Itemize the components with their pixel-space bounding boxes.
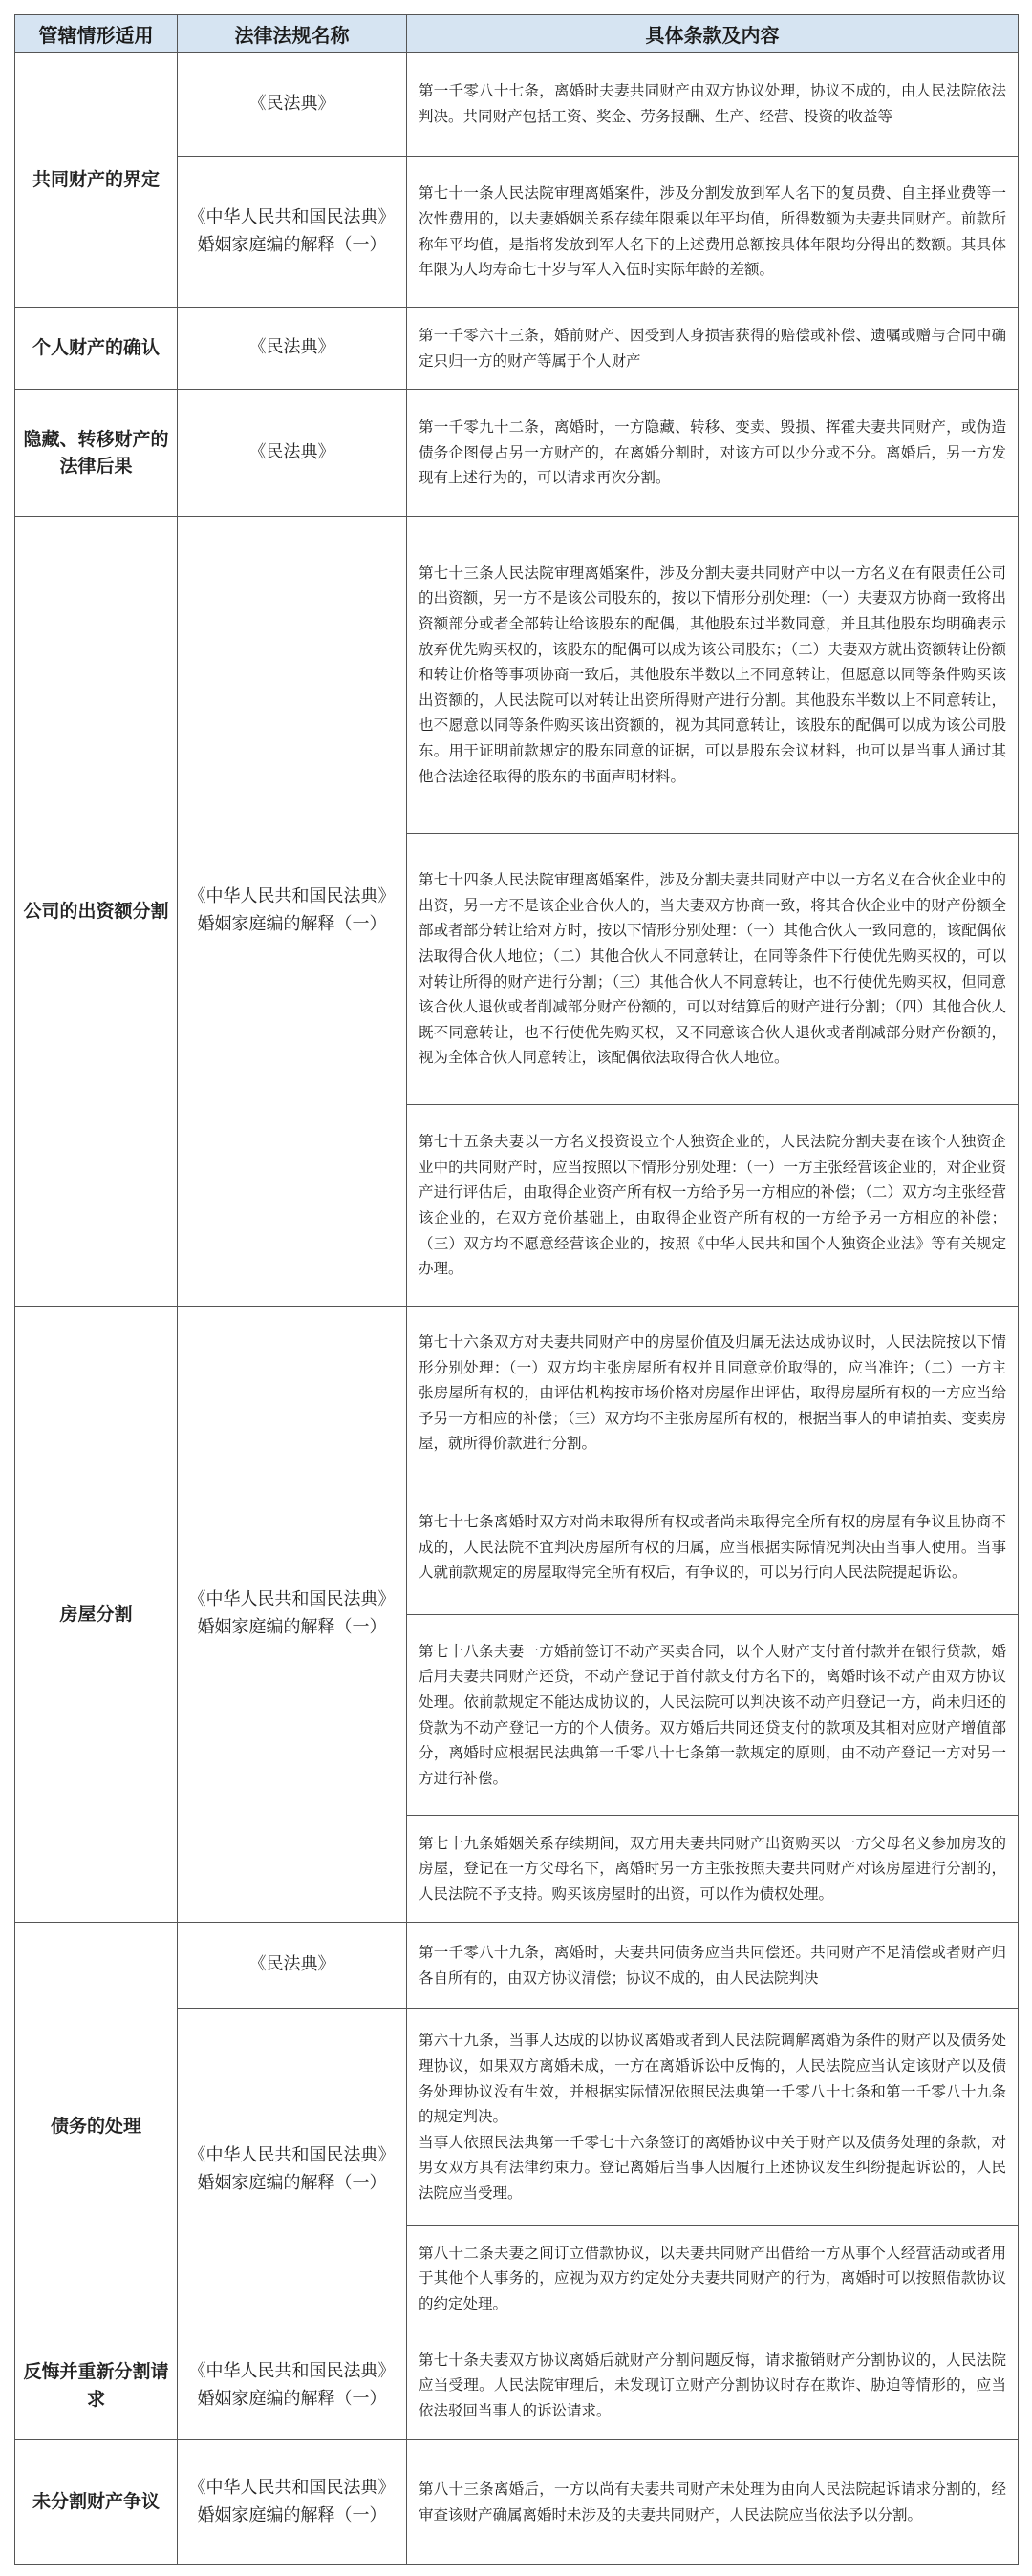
article-cell	[407, 2009, 1019, 2226]
law-table	[14, 14, 1019, 2565]
article-cell: 第一千零九十二条，离婚时，一方隐藏、转移、变卖、毁损、挥霍夫妻共同财产，或伪造债务企图侵占另一方财产的，在离婚分割时，对该方可以少分或不分。离婚后，另一方发现有上述行为的，可以请求再次分割。	[407, 390, 1019, 517]
table-row	[15, 53, 1019, 157]
category-cell: 个人财产的确认	[15, 308, 178, 390]
category-cell: 共同财产的界定	[15, 53, 178, 308]
law-cell: 《中华人民共和国民法典》婚姻家庭编的解释（一）	[178, 157, 407, 308]
article-cell: 第一千零六十三条，婚前财产、因受到人身损害获得的赔偿或补偿、遗嘱或赠与合同中确定只归一方的财产等属于个人财产	[407, 308, 1019, 390]
article-cell: 第一千零八十九条，离婚时，夫妻共同债务应当共同偿还。共同财产不足清偿或者财产归各自所有的，由双方协议清偿；协议不成的，由人民法院判决	[407, 1923, 1019, 2009]
table-row	[15, 517, 1019, 834]
article-cell: 第一千零八十七条，离婚时夫妻共同财产由双方协议处理，协议不成的，由人民法院依法判决。共同财产包括工资、奖金、劳务报酬、生产、经营、投资的收益等	[407, 53, 1019, 157]
category-cell: 债务的处理	[15, 1923, 178, 2331]
article-cell: 第七十五条夫妻以一方名义投资设立个人独资企业的，人民法院分割夫妻在该个人独资企业中的共同财产时，应当按照以下情形分别处理：（一）一方主张经营该企业的，对企业资产进行评估后，由取得企业资产所有权一方给予另一方相应的补偿；（二）双方均主张经营该企业的，在双方竞价基础上，由取得企业资产所有权的一方给予另一方相应的补偿；（三）双方均不愿意经营该企业的，按照《中华人民共和国个人独资企业法》等有关规定办理。	[407, 1105, 1019, 1307]
table-row	[15, 308, 1019, 390]
article-cell: 第七十九条婚姻关系存续期间，双方用夫妻共同财产出资购买以一方父母名义参加房改的房屋，登记在一方父母名下，离婚时另一方主张按照夫妻共同财产对该房屋进行分割的，人民法院不予支持。购买该房屋时的出资，可以作为债权处理。	[407, 1816, 1019, 1923]
article-cell: 第七十八条夫妻一方婚前签订不动产买卖合同，以个人财产支付首付款并在银行贷款，婚后用夫妻共同财产还贷，不动产登记于首付款支付方名下的，离婚时该不动产由双方协议处理。依前款规定不能达成协议的，人民法院可以判决该不动产归登记一方，尚未归还的贷款为不动产登记一方的个人债务。双方婚后共同还贷支付的款项及其相对应财产增值部分，离婚时应根据民法典第一千零八十七条第一款规定的原则，由不动产登记一方对另一方进行补偿。	[407, 1615, 1019, 1816]
law-cell: 《中华人民共和国民法典》婚姻家庭编的解释（一）	[178, 517, 407, 1307]
category-cell: 房屋分割	[15, 1307, 178, 1923]
law-cell: 《中华人民共和国民法典》婚姻家庭编的解释（一）	[178, 2331, 407, 2440]
header-article: 具体条款及内容	[407, 15, 1019, 53]
article-paragraph: 第六十九条，当事人达成的以协议离婚或者到人民法院调解离婚为条件的财产以及债务处理协议，如果双方离婚未成，一方在离婚诉讼中反悔的，人民法院应当认定该财产以及债务处理协议没有生效，并根据实际情况依照民法典第一千零八十七条和第一千零八十九条的规定判决。	[419, 2032, 1006, 2126]
law-cell: 《中华人民共和国民法典》婚姻家庭编的解释（一）	[178, 2009, 407, 2331]
article-cell: 第八十二条夫妻之间订立借款协议，以夫妻共同财产出借给一方从事个人经营活动或者用于其他个人事务的，应视为双方约定处分夫妻共同财产的行为，离婚时可以按照借款协议的约定处理。	[407, 2226, 1019, 2331]
article-cell: 第七十一条人民法院审理离婚案件，涉及分割发放到军人名下的复员费、自主择业费等一次性费用的，以夫妻婚姻关系存续年限乘以年平均值，所得数额为夫妻共同财产。前款所称年平均值，是指将发放到军人名下的上述费用总额按具体年限均分得出的数额。其具体年限为人均寿命七十岁与军人入伍时实际年龄的差额。	[407, 157, 1019, 308]
category-cell: 公司的出资额分割	[15, 517, 178, 1307]
category-cell: 反悔并重新分割请求	[15, 2331, 178, 2440]
header-category: 管辖情形适用	[15, 15, 178, 53]
header-row	[15, 15, 1019, 53]
article-cell: 第七十六条双方对夫妻共同财产中的房屋价值及归属无法达成协议时，人民法院按以下情形分别处理：（一）双方均主张房屋所有权并且同意竞价取得的，应当准许；（二）一方主张房屋所有权的，由评估机构按市场价格对房屋作出评估，取得房屋所有权的一方应当给予另一方相应的补偿；（三）双方均不主张房屋所有权的，根据当事人的申请拍卖、变卖房屋，就所得价款进行分割。	[407, 1307, 1019, 1480]
article-cell: 第七十条夫妻双方协议离婚后就财产分割问题反悔，请求撤销财产分割协议的，人民法院应当受理。人民法院审理后，未发现订立财产分割协议时存在欺诈、胁迫等情形的，应当依法驳回当事人的诉讼请求。	[407, 2331, 1019, 2440]
category-cell: 未分割财产争议	[15, 2440, 178, 2565]
table-row	[15, 390, 1019, 517]
law-cell: 《民法典》	[178, 53, 407, 157]
article-paragraph: 当事人依照民法典第一千零七十六条签订的离婚协议中关于财产以及债务处理的条款，对男女双方具有法律约束力。登记离婚后当事人因履行上述协议发生纠纷提起诉讼的，人民法院应当受理。	[419, 2133, 1006, 2203]
law-cell: 《民法典》	[178, 390, 407, 517]
article-cell: 第八十三条离婚后，一方以尚有夫妻共同财产未处理为由向人民法院起诉请求分割的，经审查该财产确属离婚时未涉及的夫妻共同财产，人民法院应当依法予以分割。	[407, 2440, 1019, 2565]
article-cell: 第七十三条人民法院审理离婚案件，涉及分割夫妻共同财产中以一方名义在有限责任公司的出资额，另一方不是该公司股东的，按以下情形分别处理：（一）夫妻双方协商一致将出资额部分或者全部转让给该股东的配偶，其他股东过半数同意，并且其他股东均明确表示放弃优先购买权的，该股东的配偶可以成为该公司股东；（二）夫妻双方就出资额转让份额和转让价格等事项协商一致后，其他股东半数以上不同意转让，但愿意以同等条件购买该出资额的，人民法院可以对转让出资所得财产进行分割。其他股东半数以上不同意转让，也不愿意以同等条件购买该出资额的，视为其同意转让，该股东的配偶可以成为该公司股东。用于证明前款规定的股东同意的证据，可以是股东会议材料，也可以是当事人通过其他合法途径取得的股东的书面声明材料。	[407, 517, 1019, 834]
category-cell: 隐藏、转移财产的法律后果	[15, 390, 178, 517]
table-row	[15, 2331, 1019, 2440]
article-cell: 第七十四条人民法院审理离婚案件，涉及分割夫妻共同财产中以一方名义在合伙企业中的出资，另一方不是该企业合伙人的，当夫妻双方协商一致，将其合伙企业中的财产份额全部或者部分转让给对方时，按以下情形分别处理：（一）其他合伙人一致同意的，该配偶依法取得合伙人地位；（二）其他合伙人不同意转让，在同等条件下行使优先购买权的，可以对转让所得的财产进行分割；（三）其他合伙人不同意转让，也不行使优先购买权，但同意该合伙人退伙或者削减部分财产份额的，可以对结算后的财产进行分割；（四）其他合伙人既不同意转让，也不行使优先购买权，又不同意该合伙人退伙或者削减部分财产份额的，视为全体合伙人同意转让，该配偶依法取得合伙人地位。	[407, 834, 1019, 1105]
article-cell: 第七十七条离婚时双方对尚未取得所有权或者尚未取得完全所有权的房屋有争议且协商不成的，人民法院不宜判决房屋所有权的归属，应当根据实际情况判决由当事人使用。当事人就前款规定的房屋取得完全所有权后，有争议的，可以另行向人民法院提起诉讼。	[407, 1480, 1019, 1615]
table-row	[15, 2440, 1019, 2565]
law-cell: 《民法典》	[178, 308, 407, 390]
law-cell: 《中华人民共和国民法典》婚姻家庭编的解释（一）	[178, 1307, 407, 1923]
law-cell: 《民法典》	[178, 1923, 407, 2009]
table-row	[15, 1923, 1019, 2009]
table-row	[15, 1307, 1019, 1480]
law-cell: 《中华人民共和国民法典》婚姻家庭编的解释（一）	[178, 2440, 407, 2565]
header-law: 法律法规名称	[178, 15, 407, 53]
